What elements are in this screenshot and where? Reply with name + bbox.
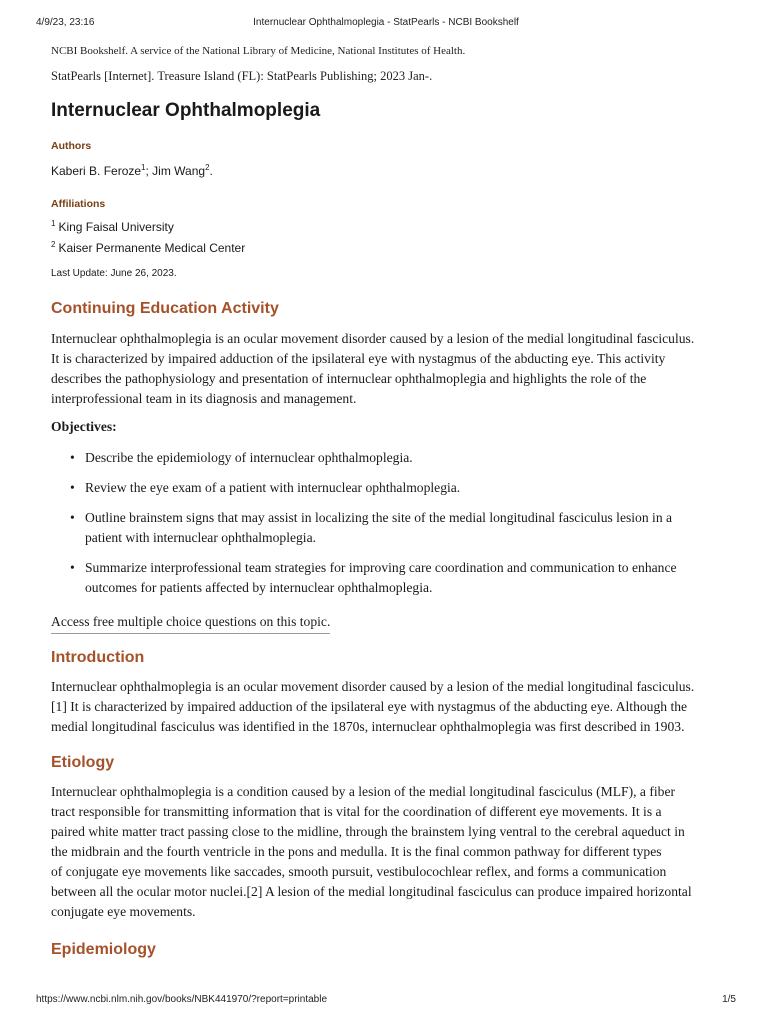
affiliation-item xyxy=(51,215,721,236)
print-page-number: 1/5 xyxy=(722,994,736,1005)
text-line: interprofessional team in its diagnosis and management. xyxy=(51,391,357,406)
author-list-end: . xyxy=(209,164,213,178)
text-line: Summarize interprofessional team strategies for improving care coordination and communication to enhance xyxy=(85,560,677,575)
affiliation-item xyxy=(51,236,721,257)
text-line: Review the eye exam of a patient with internuclear ophthalmoplegia. xyxy=(85,480,461,495)
text-line: medial longitudinal fasciculus was identified in the 1870s, internuclear ophthalmoplegia was first described in 1903. xyxy=(51,719,685,734)
section-heading-continuing-education: Continuing Education Activity xyxy=(51,300,279,317)
document-content xyxy=(51,44,721,960)
mcq-link-row xyxy=(51,612,721,634)
affiliation-number: 2 xyxy=(51,240,56,249)
text-line: outcomes for patients affected by internuclear ophthalmoplegia. xyxy=(85,580,433,595)
section-heading-introduction: Introduction xyxy=(51,649,145,666)
text-line: of conjugate eye movements like saccades, smooth pursuit, vestibulocochlear reflex, and forms a communication xyxy=(51,864,667,879)
text-line: patient with internuclear ophthalmoplegia. xyxy=(85,530,317,545)
text-line: Describe the epidemiology of internuclear ophthalmoplegia. xyxy=(85,450,413,465)
authors-label: Authors xyxy=(51,140,92,152)
page-title: Internuclear Ophthalmoplegia xyxy=(51,100,321,121)
citation: StatPearls [Internet]. Treasure Island (FL): StatPearls Publishing; 2023 Jan-. xyxy=(51,69,433,83)
print-url: https://www.ncbi.nlm.nih.gov/books/NBK441970/?report=printable xyxy=(36,994,328,1005)
author-link[interactable]: Jim Wang xyxy=(152,164,206,178)
mcq-link[interactable]: Access free multiple choice questions on this topic. xyxy=(51,612,330,634)
text-line: between all the ocular motor nuclei.[2] A lesion of the medial longitudinal fasciculus can produce impaired horizontal xyxy=(51,884,692,899)
text-line: Outline brainstem signs that may assist in localizing the site of the medial longitudinal fasciculus lesion in a xyxy=(85,510,673,525)
affiliations-label: Affiliations xyxy=(51,198,106,210)
text-line: describes the pathophysiology and presentation of internuclear ophthalmoplegia and highlights the role of the xyxy=(51,371,647,386)
text-line: [1] It is characterized by impaired adduction of the ipsilateral eye with nystagmus of the abducting eye. Although the xyxy=(51,699,688,714)
objective-item xyxy=(85,558,721,598)
affiliation-name: Kaiser Permanente Medical Center xyxy=(58,241,246,255)
text-line: paired white matter tract passing close to the midline, through the brainstem lying ventral to the cerebral aqueduct in xyxy=(51,824,685,839)
continuing-education-paragraph xyxy=(51,329,721,409)
text-line: It is characterized by impaired adduction of the ipsilateral eye with nystagmus of the abducting eye. This activity xyxy=(51,351,666,366)
author-affiliation-ref[interactable]: 2 xyxy=(205,163,210,172)
text-line: Internuclear ophthalmoplegia is an ocular movement disorder caused by a lesion of the medial longitudinal fasciculus. xyxy=(51,331,695,346)
authors-list xyxy=(51,159,721,180)
introduction-paragraph xyxy=(51,677,721,737)
print-footer xyxy=(36,994,736,1008)
author-affiliation-ref[interactable]: 1 xyxy=(141,163,146,172)
affiliation-name: King Faisal University xyxy=(58,220,174,234)
text-line: Internuclear ophthalmoplegia is an ocular movement disorder caused by a lesion of the medial longitudinal fasciculus. xyxy=(51,679,695,694)
section-heading-etiology: Etiology xyxy=(51,754,115,771)
affiliations-list xyxy=(51,215,721,257)
objective-item xyxy=(85,478,721,498)
bookshelf-notice: NCBI Bookshelf. A service of the National Library of Medicine, National Institutes of Health. xyxy=(51,45,466,57)
print-datetime: 4/9/23, 23:16 xyxy=(36,17,95,28)
text-line: tract responsible for transmitting information that is vital for the coordination of different eye movements. It is a xyxy=(51,804,662,819)
etiology-paragraph xyxy=(51,782,721,922)
author-separator: ; xyxy=(145,164,153,178)
last-update: Last Update: June 26, 2023. xyxy=(51,268,177,279)
section-heading-epidemiology: Epidemiology xyxy=(51,941,156,958)
objective-item xyxy=(85,508,721,548)
text-line: the midbrain and the fourth ventricle in the pons and medulla. It is the final common pathway for different types xyxy=(51,844,662,859)
text-line: Internuclear ophthalmoplegia is a condition caused by a lesion of the medial longitudinal fasciculus (MLF), a fiber xyxy=(51,784,675,799)
objectives-label: Objectives: xyxy=(51,419,117,434)
objective-item xyxy=(85,448,721,468)
objectives-list xyxy=(51,448,721,598)
author-link[interactable]: Kaberi B. Feroze xyxy=(51,164,142,178)
print-header xyxy=(36,17,736,31)
print-page-title: Internuclear Ophthalmoplegia - StatPearls - NCBI Bookshelf xyxy=(253,17,519,28)
text-line: conjugate eye movements. xyxy=(51,904,196,919)
affiliation-number: 1 xyxy=(51,219,56,228)
